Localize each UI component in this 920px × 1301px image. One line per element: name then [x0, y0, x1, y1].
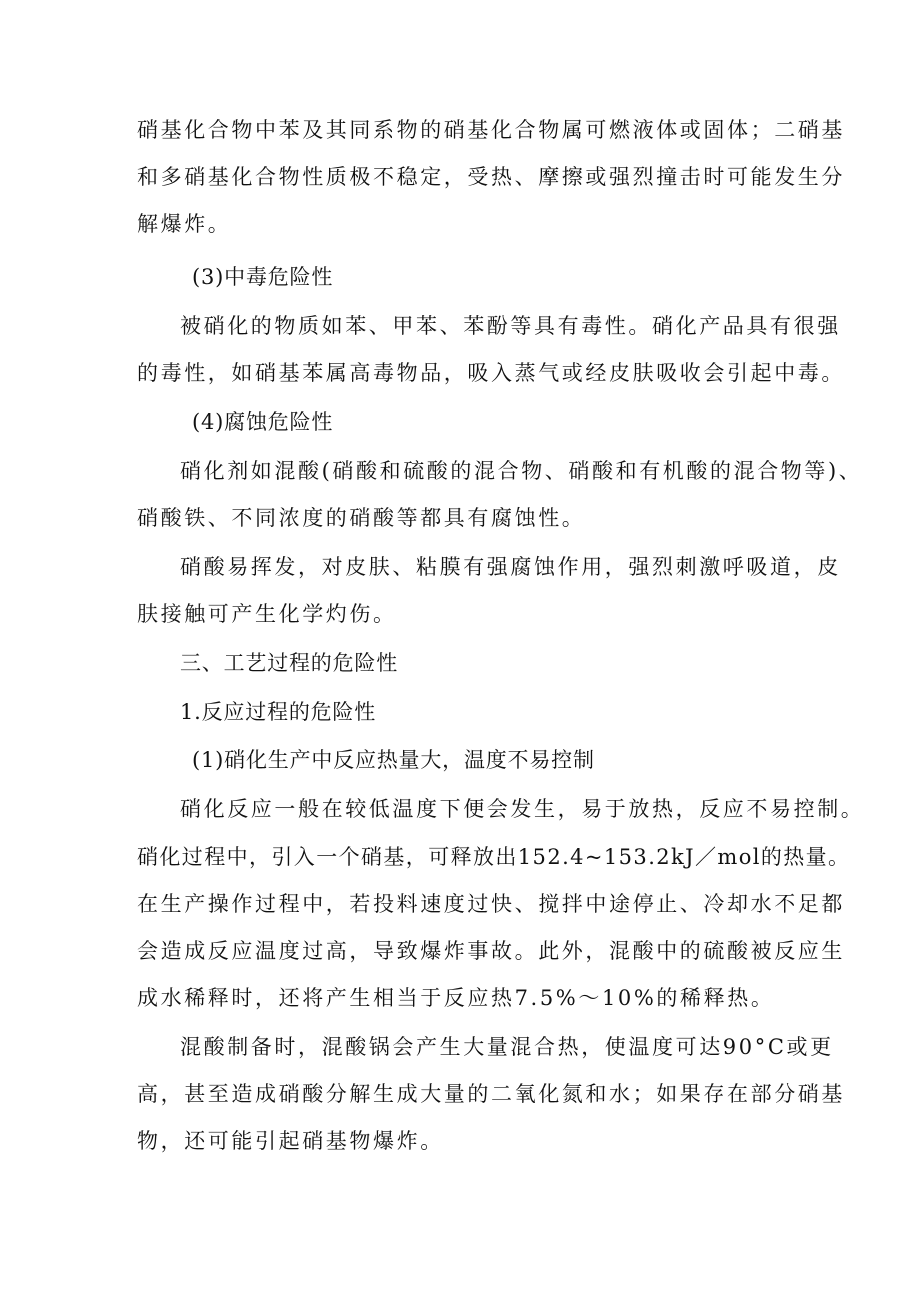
- body-text-line: 硝酸易挥发，对皮肤、粘膜有强腐蚀作用，强烈刺激呼吸道，皮: [180, 555, 841, 579]
- body-text-line: 成水稀释时，还将产生相当于反应热7.5%～10%的稀释热。: [137, 986, 775, 1010]
- body-text-line: 会造成反应温度过高，导致爆炸事故。此外，混酸中的硫酸被反应生: [137, 939, 845, 963]
- body-text-line: 解爆炸。: [137, 212, 232, 236]
- body-text-line: 在生产操作过程中，若投料速度过快、搅拌中途停止、冷却水不足都: [137, 892, 845, 916]
- section-heading: (4)腐蚀危险性: [192, 410, 334, 434]
- body-text-line: 硝化过程中，引入一个硝基，可释放出152.4~153.2kJ／mol的热量。: [137, 845, 851, 869]
- body-text-line: 混酸制备时，混酸锅会产生大量混合热，使温度可达90°C或更: [180, 1035, 834, 1059]
- body-text-line: 和多硝基化合物性质极不稳定，受热、摩擦或强烈撞击时可能发生分: [137, 165, 845, 189]
- section-heading: (3)中毒危险性: [192, 265, 334, 289]
- body-text-line: 硝化反应一般在较低温度下便会发生，易于放热，反应不易控制。: [180, 797, 865, 821]
- body-text-line: 硝化剂如混酸(硝酸和硫酸的混合物、硝酸和有机酸的混合物等)、: [180, 459, 863, 483]
- body-text-line: 物，还可能引起硝基物爆炸。: [137, 1129, 444, 1153]
- body-text-line: 肤接触可产生化学灼伤。: [137, 602, 397, 626]
- body-text-line: 硝酸铁、不同浓度的硝酸等都具有腐蚀性。: [137, 506, 586, 530]
- section-heading: 1.反应过程的危险性: [180, 700, 377, 724]
- body-text-line: 高，甚至造成硝酸分解生成大量的二氧化氮和水；如果存在部分硝基: [137, 1082, 845, 1106]
- subsection-heading: (1)硝化生产中反应热量大，温度不易控制: [192, 748, 595, 772]
- body-text-line: 被硝化的物质如苯、甲苯、苯酚等具有毒性。硝化产品具有很强: [180, 314, 841, 338]
- body-text-line: 的毒性，如硝基苯属高毒物品，吸入蒸气或经皮肤吸收会引起中毒。: [137, 361, 845, 385]
- chapter-heading: 三、工艺过程的危险性: [180, 651, 398, 675]
- body-text-line: 硝基化合物中苯及其同系物的硝基化合物属可燃液体或固体；二硝基: [137, 118, 845, 142]
